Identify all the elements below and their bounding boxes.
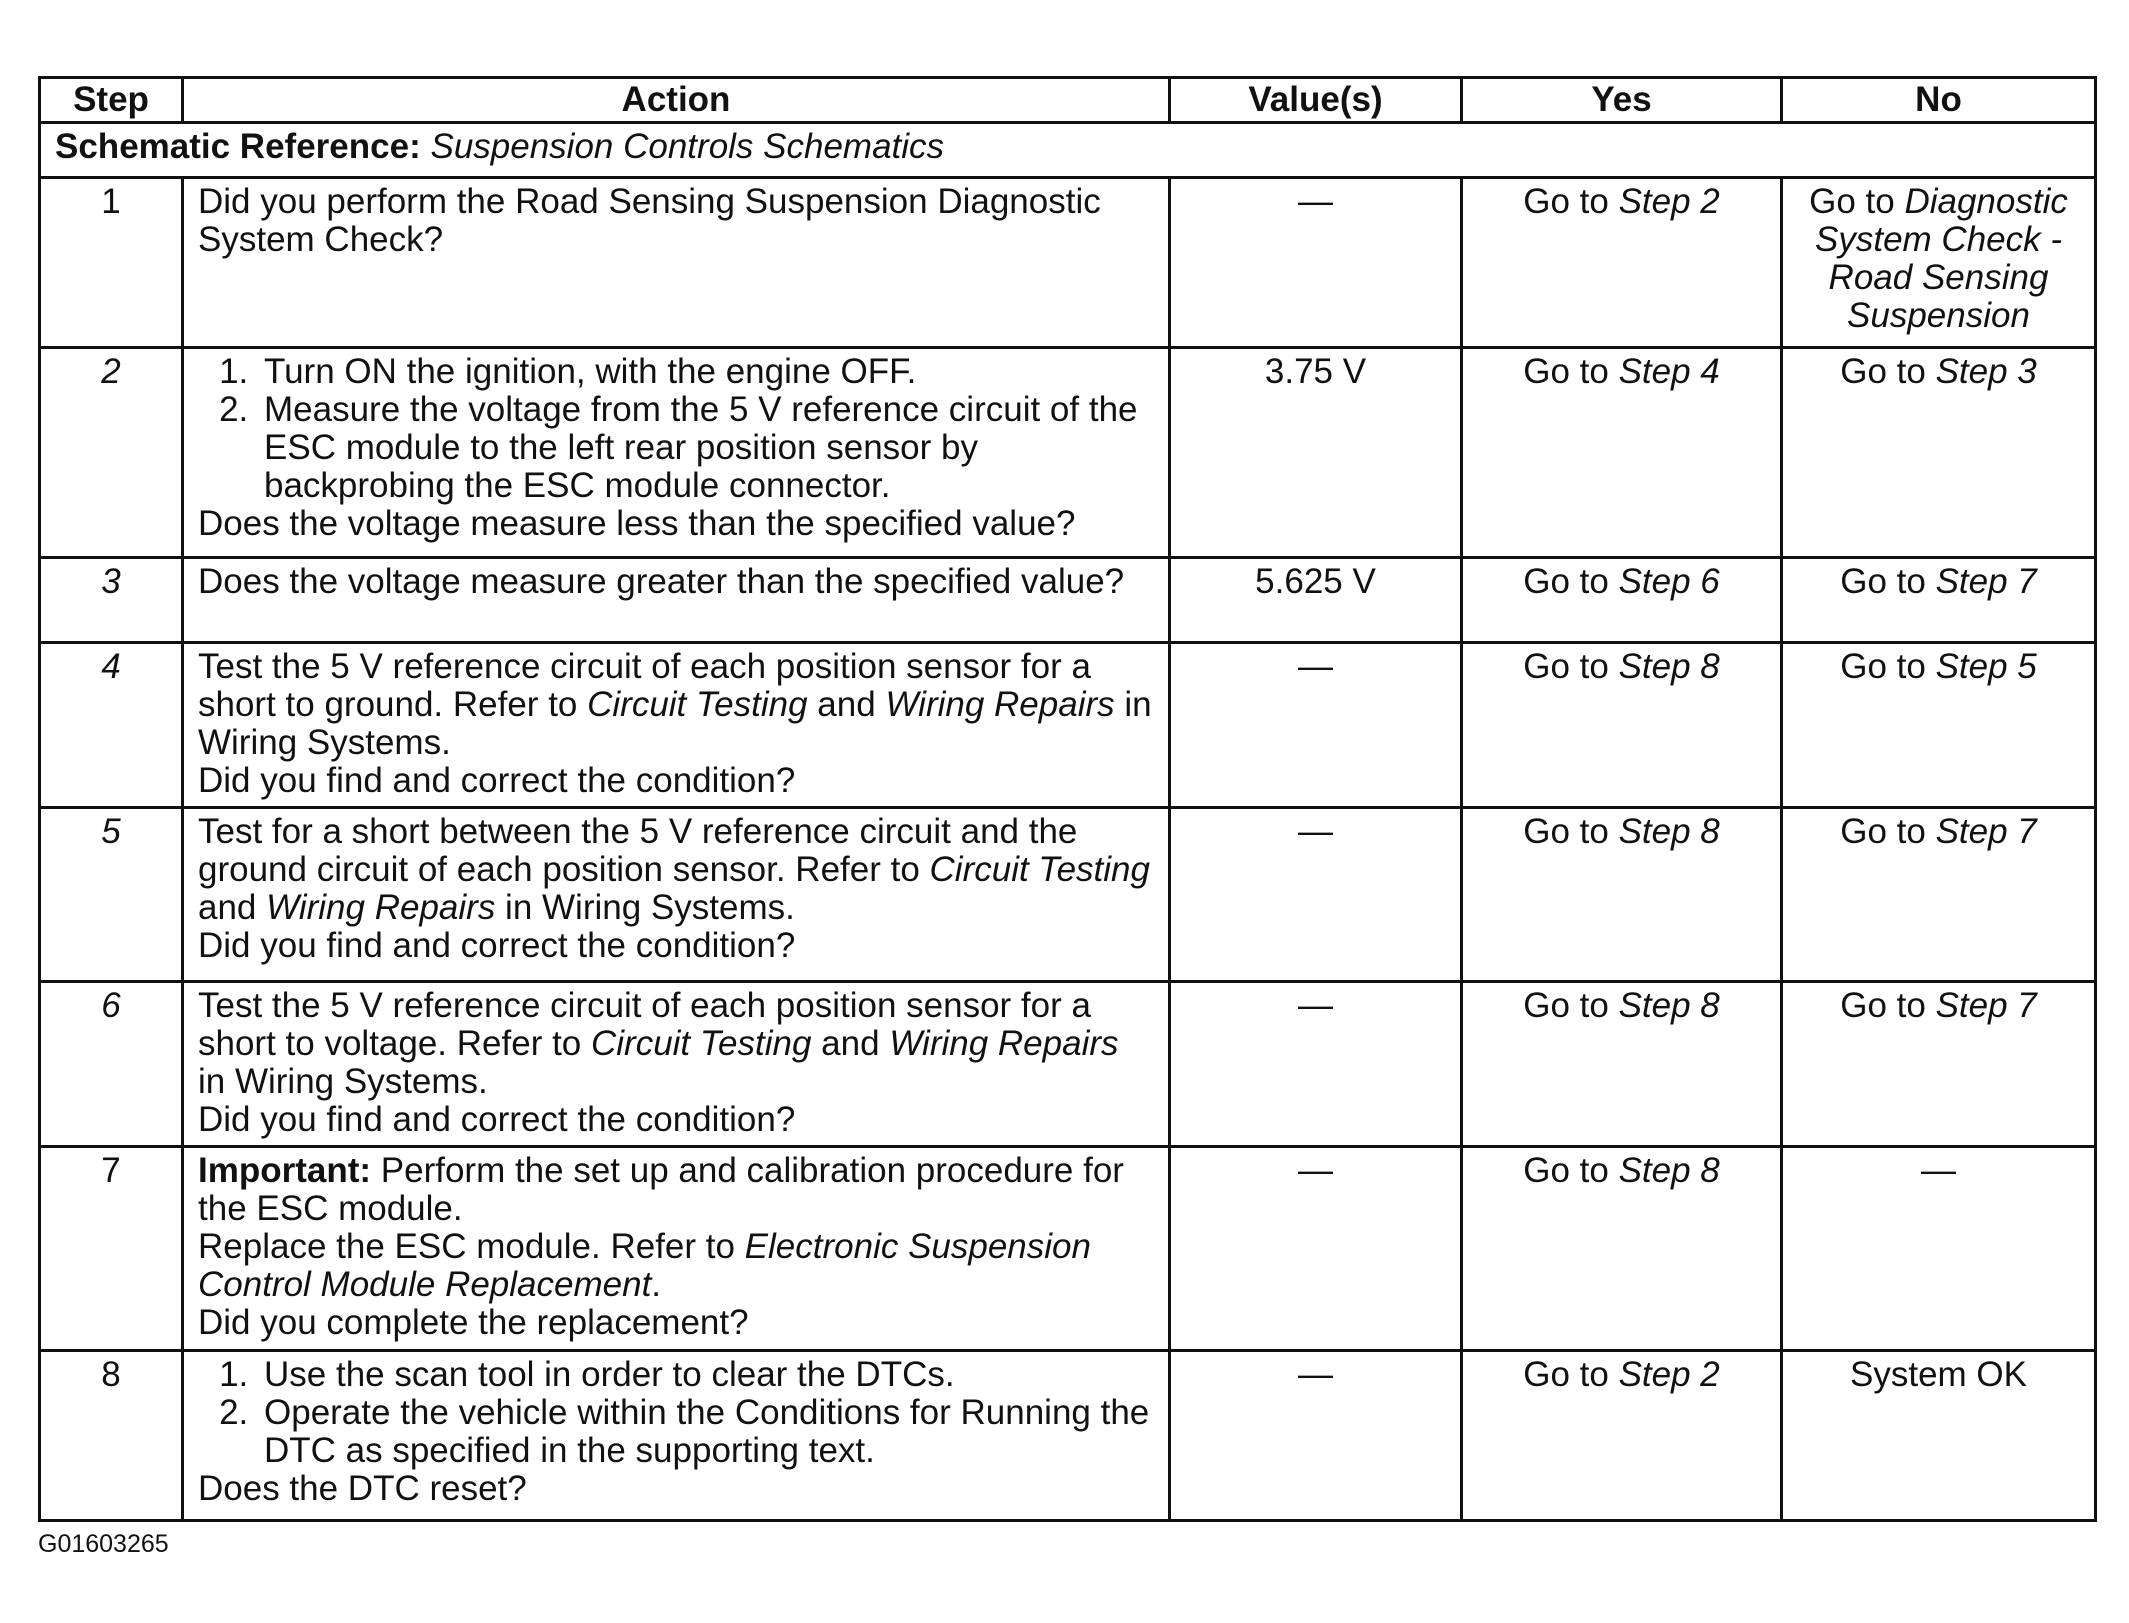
- value-cell: —: [1170, 982, 1462, 1147]
- no-step-ref: Step 5: [1935, 647, 2037, 686]
- module-replacement-ref: Electronic Suspension Control Module Replacement: [198, 1227, 1091, 1304]
- no-prefix: Go to: [1809, 182, 1905, 221]
- header-no: No: [1782, 78, 2096, 123]
- important-text: Perform the set up and calibration procedure for the ESC module.: [198, 1151, 1124, 1228]
- value-cell: —: [1170, 808, 1462, 982]
- no-prefix: Go to: [1840, 352, 1936, 391]
- no-cell: [1782, 348, 2096, 558]
- table-row-step-7: [40, 1147, 2096, 1351]
- action-question: Did you find and correct the condition?: [198, 761, 796, 800]
- schematic-reference-label: Schematic Reference:: [55, 127, 421, 166]
- step-number: 6: [40, 982, 183, 1147]
- yes-cell: [1462, 1351, 1782, 1521]
- action-cell: [183, 558, 1170, 643]
- no-prefix: Go to: [1840, 812, 1936, 851]
- yes-cell: [1462, 1147, 1782, 1351]
- yes-prefix: Go to: [1523, 562, 1619, 601]
- yes-step-ref: Step 8: [1618, 986, 1720, 1025]
- action-cell: [183, 1147, 1170, 1351]
- no-cell: [1782, 982, 2096, 1147]
- no-step-ref: Step 3: [1935, 352, 2037, 391]
- action-text: Test for a short between the 5 V reference circuit and the ground circuit of each position sensor. Refer to: [198, 812, 1078, 889]
- action-cell: [183, 808, 1170, 982]
- table-row-step-2: [40, 348, 2096, 558]
- action-text: in Wiring Systems.: [198, 1062, 488, 1101]
- value-cell: —: [1170, 1147, 1462, 1351]
- action-question: Did you find and correct the condition?: [198, 926, 796, 965]
- no-cell: System OK: [1782, 1351, 2096, 1521]
- yes-cell: [1462, 982, 1782, 1147]
- action-cell: [183, 348, 1170, 558]
- schematic-reference: [40, 123, 2096, 178]
- action-cell: [183, 178, 1170, 348]
- step-number: 8: [40, 1351, 183, 1521]
- action-text: Test the 5 V reference circuit of each position sensor for a short to ground. Refer to: [198, 647, 1091, 724]
- action-text: Did you perform the Road Sensing Suspension Diagnostic System Check?: [198, 182, 1101, 259]
- header-action: Action: [183, 78, 1170, 123]
- action-text: in Wiring Systems.: [495, 888, 795, 927]
- wiring-repairs-ref: Wiring Repairs: [266, 888, 496, 927]
- action-text: Test the 5 V reference circuit of each position sensor for a short to voltage. Refer to: [198, 986, 1091, 1063]
- yes-step-ref: Step 6: [1618, 562, 1720, 601]
- no-prefix: Go to: [1840, 647, 1936, 686]
- schematic-reference-link: Suspension Controls Schematics: [430, 127, 945, 166]
- important-label: Important:: [198, 1151, 372, 1190]
- table-row-step-8: [40, 1351, 2096, 1521]
- list-item: 1. Use the scan tool in order to clear the DTCs.: [258, 1356, 1154, 1394]
- schematic-reference-row: [40, 123, 2096, 178]
- step-number: 7: [40, 1147, 183, 1351]
- table-row-step-4: [40, 643, 2096, 808]
- action-question: Did you find and correct the condition?: [198, 1100, 796, 1139]
- figure-id: G01603265: [38, 1530, 169, 1558]
- yes-step-ref: Step 8: [1618, 812, 1720, 851]
- action-text: in Wiring Systems.: [198, 685, 1152, 762]
- yes-step-ref: Step 8: [1618, 1151, 1720, 1190]
- list-item: 2. Measure the voltage from the 5 V reference circuit of the ESC module to the left rear position sensor by backprobing the ESC module connector.: [258, 391, 1154, 505]
- header-step: Step: [40, 78, 183, 123]
- replace-instruction: [198, 1228, 1154, 1304]
- yes-step-ref: Step 4: [1618, 352, 1720, 391]
- yes-step-ref: Step 2: [1618, 1355, 1720, 1394]
- action-text: and: [198, 888, 267, 927]
- step-number: 2: [40, 348, 183, 558]
- no-prefix: Go to: [1840, 986, 1936, 1025]
- yes-cell: [1462, 643, 1782, 808]
- action-text: and: [811, 1024, 890, 1063]
- wiring-repairs-ref: Wiring Repairs: [889, 1024, 1119, 1063]
- header-values: Value(s): [1170, 78, 1462, 123]
- list-item: 1. Turn ON the ignition, with the engine OFF.: [258, 353, 1154, 391]
- yes-prefix: Go to: [1523, 812, 1619, 851]
- yes-step-ref: Step 2: [1618, 182, 1720, 221]
- no-step-ref: Step 7: [1935, 812, 2037, 851]
- action-text: and: [807, 685, 886, 724]
- action-question: Did you complete the replacement?: [198, 1303, 749, 1342]
- no-cell: [1782, 643, 2096, 808]
- action-text: Replace the ESC module. Refer to: [198, 1227, 745, 1266]
- yes-cell: [1462, 178, 1782, 348]
- yes-cell: [1462, 808, 1782, 982]
- value-cell: —: [1170, 178, 1462, 348]
- circuit-testing-ref: Circuit Testing: [929, 850, 1150, 889]
- action-cell: [183, 1351, 1170, 1521]
- table-row-step-5: [40, 808, 2096, 982]
- header-yes: Yes: [1462, 78, 1782, 123]
- step-number: 4: [40, 643, 183, 808]
- table-row-step-3: [40, 558, 2096, 643]
- no-cell: [1782, 808, 2096, 982]
- value-cell: —: [1170, 643, 1462, 808]
- step-number: 5: [40, 808, 183, 982]
- circuit-testing-ref: Circuit Testing: [587, 685, 808, 724]
- table-row-step-1: [40, 178, 2096, 348]
- yes-prefix: Go to: [1523, 1355, 1619, 1394]
- header-row: [40, 78, 2096, 123]
- yes-prefix: Go to: [1523, 986, 1619, 1025]
- list-item: 2. Operate the vehicle within the Conditions for Running the DTC as specified in the supporting text.: [258, 1394, 1154, 1470]
- wiring-repairs-ref: Wiring Repairs: [885, 685, 1115, 724]
- value-cell: 5.625 V: [1170, 558, 1462, 643]
- diagnostic-table: [38, 76, 2097, 1522]
- action-cell: [183, 982, 1170, 1147]
- yes-prefix: Go to: [1523, 182, 1619, 221]
- no-step-ref: Step 7: [1935, 562, 2037, 601]
- yes-prefix: Go to: [1523, 647, 1619, 686]
- yes-prefix: Go to: [1523, 352, 1619, 391]
- action-text: Does the voltage measure greater than the specified value?: [198, 562, 1125, 601]
- step-number: 3: [40, 558, 183, 643]
- table-row-step-6: [40, 982, 2096, 1147]
- action-question: Does the voltage measure less than the specified value?: [198, 504, 1076, 543]
- step-number: 1: [40, 178, 183, 348]
- yes-prefix: Go to: [1523, 1151, 1619, 1190]
- action-text: .: [651, 1265, 662, 1304]
- value-cell: 3.75 V: [1170, 348, 1462, 558]
- yes-cell: [1462, 558, 1782, 643]
- action-cell: [183, 643, 1170, 808]
- yes-cell: [1462, 348, 1782, 558]
- no-step-ref: Diagnostic System Check - Road Sensing Suspension: [1815, 182, 2068, 335]
- action-steps-list: [198, 1356, 1154, 1470]
- action-steps-list: [198, 353, 1154, 505]
- value-cell: —: [1170, 1351, 1462, 1521]
- action-question: Does the DTC reset?: [198, 1469, 527, 1508]
- no-cell: [1782, 558, 2096, 643]
- circuit-testing-ref: Circuit Testing: [590, 1024, 812, 1063]
- no-cell: [1782, 178, 2096, 348]
- yes-step-ref: Step 8: [1618, 647, 1720, 686]
- no-step-ref: Step 7: [1935, 986, 2037, 1025]
- no-cell: —: [1782, 1147, 2096, 1351]
- no-prefix: Go to: [1840, 562, 1936, 601]
